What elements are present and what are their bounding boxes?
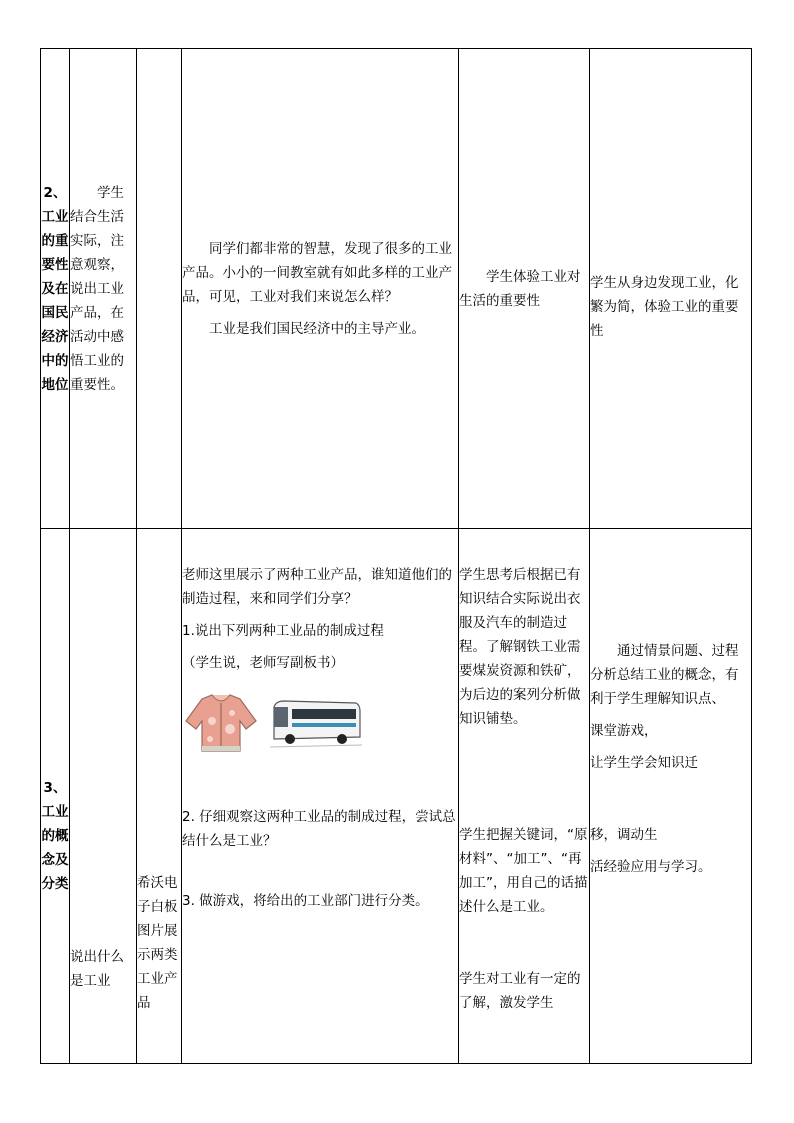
- teacher-activity-cell: [182, 49, 459, 529]
- media-text: 希沃电子白板图片展示两类工业产品: [137, 875, 178, 1011]
- student-text: 学生把握关键词，“原材料”、“加工”、“再加工”，用自己的话描述什么是工业。: [459, 827, 588, 915]
- teacher-paragraph: 1.说出下列两种工业品的制成过程: [182, 623, 384, 639]
- intent-text: 活经验应用与学习。: [590, 859, 712, 875]
- goal-text: 学生结合生活实际，注意观察，说出工业产品，在活动中感悟工业的重要性。: [70, 184, 124, 393]
- stage-label: 3、工业的概念及分类: [41, 780, 69, 892]
- student-text: 学生体验工业对生活的重要性: [459, 268, 581, 309]
- jacket-icon: [182, 691, 260, 755]
- intent-text: 学生从身边发现工业，化繁为简，体验工业的重要性: [590, 274, 739, 339]
- student-activity-cell: [459, 529, 590, 1064]
- teacher-paragraph: 工业是我们国民经济中的主导产业。: [209, 320, 425, 337]
- stage-cell: [41, 529, 70, 1064]
- intent-text: 通过情景问题、过程分析总结工业的概念，有利于学生理解知识点、: [590, 643, 739, 707]
- intent-text: 课堂游戏，: [590, 723, 658, 739]
- intent-text: 移，调动生: [590, 827, 658, 843]
- student-text: 学生思考后根据已有知识结合实际说出衣服及汽车的制造过程。了解钢铁工业需要煤炭资源和铁矿，为后边的案列分析做知识铺垫。: [459, 567, 581, 727]
- stage-cell: [41, 49, 70, 529]
- student-text: 学生对工业有一定的了解，激发学生: [459, 971, 581, 1011]
- table-row-concept: [41, 529, 752, 1064]
- goal-cell: [70, 49, 137, 529]
- goal-cell: [70, 529, 137, 1064]
- teacher-paragraph: 2. 仔细观察这两种工业品的制成过程，尝试总结什么是工业？: [182, 809, 456, 849]
- product-images: [182, 683, 458, 755]
- teacher-paragraph: （学生说，老师写副板书）: [182, 655, 344, 671]
- teacher-paragraph: 3. 做游戏，将给出的工业部门进行分类。: [182, 893, 429, 909]
- teacher-paragraph: 同学们都非常的智慧，发现了很多的工业产品。小小的一间教室就有如此多样的工业产品，可见，工业对我们来说怎么样？: [182, 240, 452, 305]
- design-intent-cell: [590, 529, 752, 1064]
- design-intent-cell: [590, 49, 752, 529]
- media-cell: [137, 529, 182, 1064]
- table-row-importance: [41, 49, 752, 529]
- bus-icon: [268, 683, 364, 755]
- lesson-plan-table: [40, 48, 752, 1064]
- teacher-paragraph: 老师这里展示了两种工业产品，谁知道他们的制造过程，来和同学们分享？: [182, 567, 452, 607]
- stage-label: 2、工业的重要性及在国民经济中的地位: [41, 184, 69, 393]
- media-cell: [137, 49, 182, 529]
- student-activity-cell: [459, 49, 590, 529]
- teacher-activity-cell: [182, 529, 459, 1064]
- goal-text: 说出什么是工业: [70, 949, 124, 989]
- intent-text: 让学生学会知识迁: [590, 755, 698, 771]
